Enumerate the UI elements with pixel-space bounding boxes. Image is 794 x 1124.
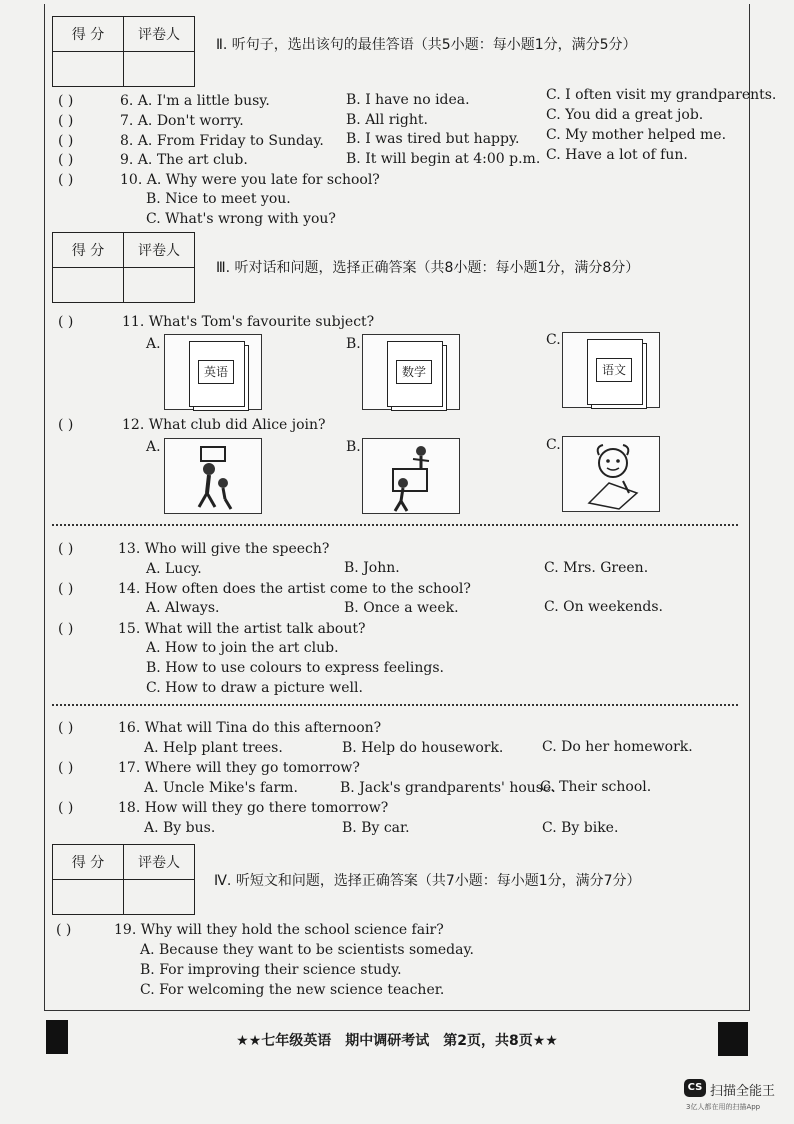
q6-option-c: C. I often visit my grandparents. bbox=[546, 87, 777, 103]
q11-image-a[interactable] bbox=[164, 334, 262, 410]
q10-option-b: B. Nice to meet you. bbox=[146, 191, 291, 207]
q11-label-b: B. bbox=[346, 336, 361, 352]
q8-option-a: 8. A. From Friday to Sunday. bbox=[120, 133, 324, 149]
book-title-english: 英语 bbox=[198, 360, 234, 384]
book-icon bbox=[387, 341, 443, 407]
answer-blank[interactable]: ( ) bbox=[58, 760, 74, 776]
q15-stem: 15. What will the artist talk about? bbox=[118, 621, 366, 637]
q13-option-b: B. John. bbox=[344, 560, 400, 576]
q11-label-c: C. bbox=[546, 332, 561, 348]
q10-option-c: C. What's wrong with you? bbox=[146, 211, 336, 227]
q18-option-b: B. By car. bbox=[342, 820, 410, 836]
page-footer: ★★七年级英语 期中调研考试 第2页，共8页★★ bbox=[236, 1033, 558, 1049]
q6-option-a: 6. A. I'm a little busy. bbox=[120, 93, 270, 109]
answer-blank[interactable]: ( ) bbox=[58, 720, 74, 736]
score-label: 得 分 bbox=[53, 845, 124, 880]
q18-stem: 18. How will they go there tomorrow? bbox=[118, 800, 389, 816]
score-cell[interactable] bbox=[53, 268, 124, 303]
q12-label-c: C. bbox=[546, 437, 561, 453]
q18-option-a: A. By bus. bbox=[144, 820, 216, 836]
q14-option-c: C. On weekends. bbox=[544, 599, 663, 615]
scanner-tagline: 3亿人都在用的扫描App bbox=[686, 1103, 761, 1111]
q17-stem: 17. Where will they go tomorrow? bbox=[118, 760, 360, 776]
basketball-players-icon bbox=[165, 439, 261, 513]
q14-stem: 14. How often does the artist come to the school? bbox=[118, 581, 471, 597]
answer-blank[interactable]: ( ) bbox=[58, 133, 74, 149]
q15-option-c: C. How to draw a picture well. bbox=[146, 680, 363, 696]
q8-option-c: C. My mother helped me. bbox=[546, 127, 727, 143]
scanner-brand: 扫描全能王 bbox=[710, 1084, 776, 1099]
q17-option-a: A. Uncle Mike's farm. bbox=[144, 780, 298, 796]
grader-cell[interactable] bbox=[124, 880, 195, 915]
book-title-math: 数学 bbox=[396, 360, 432, 384]
grader-cell[interactable] bbox=[124, 268, 195, 303]
score-box-3 bbox=[52, 232, 195, 303]
score-box-2 bbox=[52, 16, 195, 87]
q16-option-b: B. Help do housework. bbox=[342, 740, 504, 756]
girl-drawing-icon bbox=[563, 437, 659, 511]
q12-label-b: B. bbox=[346, 439, 361, 455]
q18-option-c: C. By bike. bbox=[542, 820, 619, 836]
q16-option-a: A. Help plant trees. bbox=[144, 740, 283, 756]
dance-performers-icon bbox=[363, 439, 459, 513]
q16-option-c: C. Do her homework. bbox=[542, 739, 693, 755]
q11-stem: 11. What's Tom's favourite subject? bbox=[122, 314, 375, 330]
q16-stem: 16. What will Tina do this afternoon? bbox=[118, 720, 382, 736]
q9-option-a: 9. A. The art club. bbox=[120, 152, 248, 168]
answer-blank[interactable]: ( ) bbox=[58, 800, 74, 816]
q19-option-a: A. Because they want to be scientists someday. bbox=[140, 942, 474, 958]
q7-option-c: C. You did a great job. bbox=[546, 107, 704, 123]
score-cell[interactable] bbox=[53, 52, 124, 87]
answer-blank[interactable]: ( ) bbox=[58, 93, 74, 109]
answer-blank[interactable]: ( ) bbox=[58, 621, 74, 637]
q12-image-c[interactable] bbox=[562, 436, 660, 512]
score-cell[interactable] bbox=[53, 880, 124, 915]
answer-blank[interactable]: ( ) bbox=[58, 172, 74, 188]
dotted-divider bbox=[52, 704, 738, 706]
scanner-logo-icon: CS bbox=[684, 1079, 706, 1097]
q13-option-c: C. Mrs. Green. bbox=[544, 560, 649, 576]
q11-image-b[interactable] bbox=[362, 334, 460, 410]
q13-stem: 13. Who will give the speech? bbox=[118, 541, 330, 557]
answer-blank[interactable]: ( ) bbox=[58, 314, 74, 330]
answer-blank[interactable]: ( ) bbox=[56, 922, 72, 938]
q12-stem: 12. What club did Alice join? bbox=[122, 417, 326, 433]
dotted-divider bbox=[52, 524, 738, 526]
section-2-title: Ⅱ. 听句子，选出该句的最佳答语（共5小题：每小题1分，满分5分） bbox=[216, 37, 637, 53]
q12-image-b[interactable] bbox=[362, 438, 460, 514]
q19-option-b: B. For improving their science study. bbox=[140, 962, 402, 978]
book-title-chinese: 语文 bbox=[596, 358, 632, 382]
q17-option-b: B. Jack's grandparents' house. bbox=[340, 780, 556, 796]
grader-label: 评卷人 bbox=[124, 17, 195, 52]
q6-option-b: B. I have no idea. bbox=[346, 92, 470, 108]
score-label: 得 分 bbox=[53, 233, 124, 268]
q15-option-b: B. How to use colours to express feelings. bbox=[146, 660, 444, 676]
q8-option-b: B. I was tired but happy. bbox=[346, 131, 520, 147]
q17-option-c: C. Their school. bbox=[540, 779, 652, 795]
q14-option-a: A. Always. bbox=[146, 600, 220, 616]
answer-blank[interactable]: ( ) bbox=[58, 152, 74, 168]
grader-label: 评卷人 bbox=[124, 845, 195, 880]
answer-blank[interactable]: ( ) bbox=[58, 113, 74, 129]
q19-option-c: C. For welcoming the new science teacher. bbox=[140, 982, 445, 998]
answer-blank[interactable]: ( ) bbox=[58, 581, 74, 597]
section-3-title: Ⅲ. 听对话和问题，选择正确答案（共8小题：每小题1分，满分8分） bbox=[216, 260, 640, 276]
grader-cell[interactable] bbox=[124, 52, 195, 87]
section-4-title: Ⅳ. 听短文和问题，选择正确答案（共7小题：每小题1分，满分7分） bbox=[214, 873, 641, 889]
answer-blank[interactable]: ( ) bbox=[58, 541, 74, 557]
q15-option-a: A. How to join the art club. bbox=[146, 640, 339, 656]
q9-option-c: C. Have a lot of fun. bbox=[546, 147, 688, 163]
q7-option-b: B. All right. bbox=[346, 112, 428, 128]
q11-image-c[interactable] bbox=[562, 332, 660, 408]
book-icon bbox=[587, 339, 643, 405]
grader-label: 评卷人 bbox=[124, 233, 195, 268]
q7-option-a: 7. A. Don't worry. bbox=[120, 113, 244, 129]
q12-image-a[interactable] bbox=[164, 438, 262, 514]
q13-option-a: A. Lucy. bbox=[146, 561, 202, 577]
answer-blank[interactable]: ( ) bbox=[58, 417, 74, 433]
q10-option-a: 10. A. Why were you late for school? bbox=[120, 172, 380, 188]
q12-label-a: A. bbox=[146, 439, 161, 455]
score-label: 得 分 bbox=[53, 17, 124, 52]
q14-option-b: B. Once a week. bbox=[344, 600, 459, 616]
q11-label-a: A. bbox=[146, 336, 161, 352]
q9-option-b: B. It will begin at 4:00 p.m. bbox=[346, 151, 541, 167]
score-box-4 bbox=[52, 844, 195, 915]
book-icon bbox=[189, 341, 245, 407]
q19-stem: 19. Why will they hold the school science fair? bbox=[114, 922, 444, 938]
